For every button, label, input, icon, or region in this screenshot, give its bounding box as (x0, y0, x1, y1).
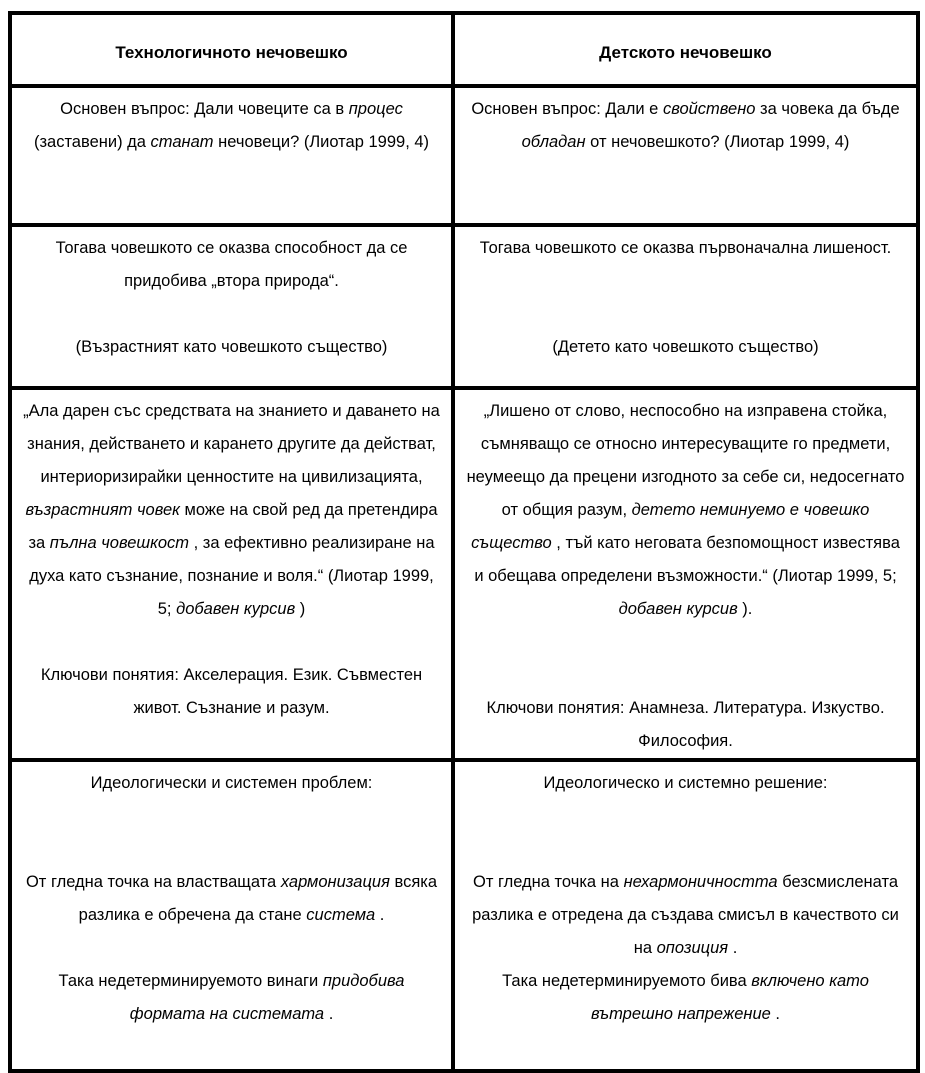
paragraph: Ключови понятия: Анамнеза. Литература. Изкуство. Философия. (486, 699, 885, 750)
cell-human-essence-left (10, 225, 453, 388)
blank-line (466, 659, 905, 692)
blank-line (23, 833, 440, 866)
column-header-technological-inhuman: Технологичното нечовешко (10, 13, 453, 86)
blank-line (23, 298, 440, 331)
document (8, 11, 920, 1073)
blank-line (466, 800, 905, 833)
cell-ideological-system-left (10, 760, 453, 1071)
blank-line (466, 626, 905, 659)
paragraph: Тогава човешкото се оказва първоначална лишеност. (479, 239, 892, 257)
cell-human-essence-right (453, 225, 918, 388)
blank-line (466, 298, 905, 331)
paragraph: Така недетерминируемото винаги придобива формата на системата . (58, 972, 405, 1023)
paragraph: Тогава човешкото се оказва способност да се придобива „втора природа“. (55, 239, 408, 290)
table-row-main-question (10, 86, 918, 225)
paragraph: Ключови понятия: Акселерация. Език. Съвместен живот. Съзнание и разум. (40, 666, 423, 717)
cell-main-question-right (453, 86, 918, 225)
paragraph: Основен въпрос: Дали е свойствено за човека да бъде обладан от нечовешкото? (Лиотар 1999, 4) (471, 100, 900, 151)
header-row (10, 13, 918, 86)
cell-quote-key-concepts-left (10, 388, 453, 760)
blank-line (23, 800, 440, 833)
paragraph: Основен въпрос: Дали човеците са в процес (заставени) да станат нечовеци? (Лиотар 1999, 4) (33, 100, 430, 151)
cell-quote-key-concepts-right (453, 388, 918, 760)
paragraph: Идеологически и системен проблем: (90, 774, 373, 792)
table-row-quote-key-concepts (10, 388, 918, 760)
paragraph: „Лишено от слово, неспособно на изправена стойка, съмняващо се относно интересуващите го предмети, неумеещо да прецени изгодното за себе си, недосегнато от общия разум, детето неминуемо е човешко същество , тъй като неговата безпомощност известява и обещава определени възможности.“ (Лиотар 1999, 5; добавен курсив ). (466, 402, 905, 618)
cell-main-question-left (10, 86, 453, 225)
paragraph: Идеологическо и системно решение: (543, 774, 828, 792)
column-header-childish-inhuman: Детското нечовешко (453, 13, 918, 86)
blank-line (466, 265, 905, 298)
table-body (10, 86, 918, 1071)
paragraph: Така недетерминируемото бива включено като вътрешно напрежение . (502, 972, 869, 1023)
paragraph: От гледна точка на нехармоничността безсмислената разлика е отредена да създава смисъл в качеството си на опозиция . (472, 873, 899, 957)
blank-line (466, 833, 905, 866)
table-row-human-essence (10, 225, 918, 388)
paragraph: „Ала дарен със средствата на знанието и даването на знания, действането и карането другите да действат, интериоризирайки ценностите на цивилизацията, възрастният човек може на свой ред да претендира за пълна човешкост , за ефективно реализиране на духа като съзнание, познание и воля.“ (Лиотар 1999, 5; добавен курсив ) (23, 402, 440, 618)
paragraph: (Детето като човешкото същество) (552, 338, 819, 356)
cell-ideological-system-right (453, 760, 918, 1071)
blank-line (23, 626, 440, 659)
table-row-ideological-system (10, 760, 918, 1071)
blank-line (23, 932, 440, 965)
comparison-table (8, 11, 920, 1073)
paragraph: (Възрастният като човешкото същество) (75, 338, 388, 356)
paragraph: От гледна точка на властващата хармонизация всяка разлика е обречена да стане система . (25, 873, 438, 924)
